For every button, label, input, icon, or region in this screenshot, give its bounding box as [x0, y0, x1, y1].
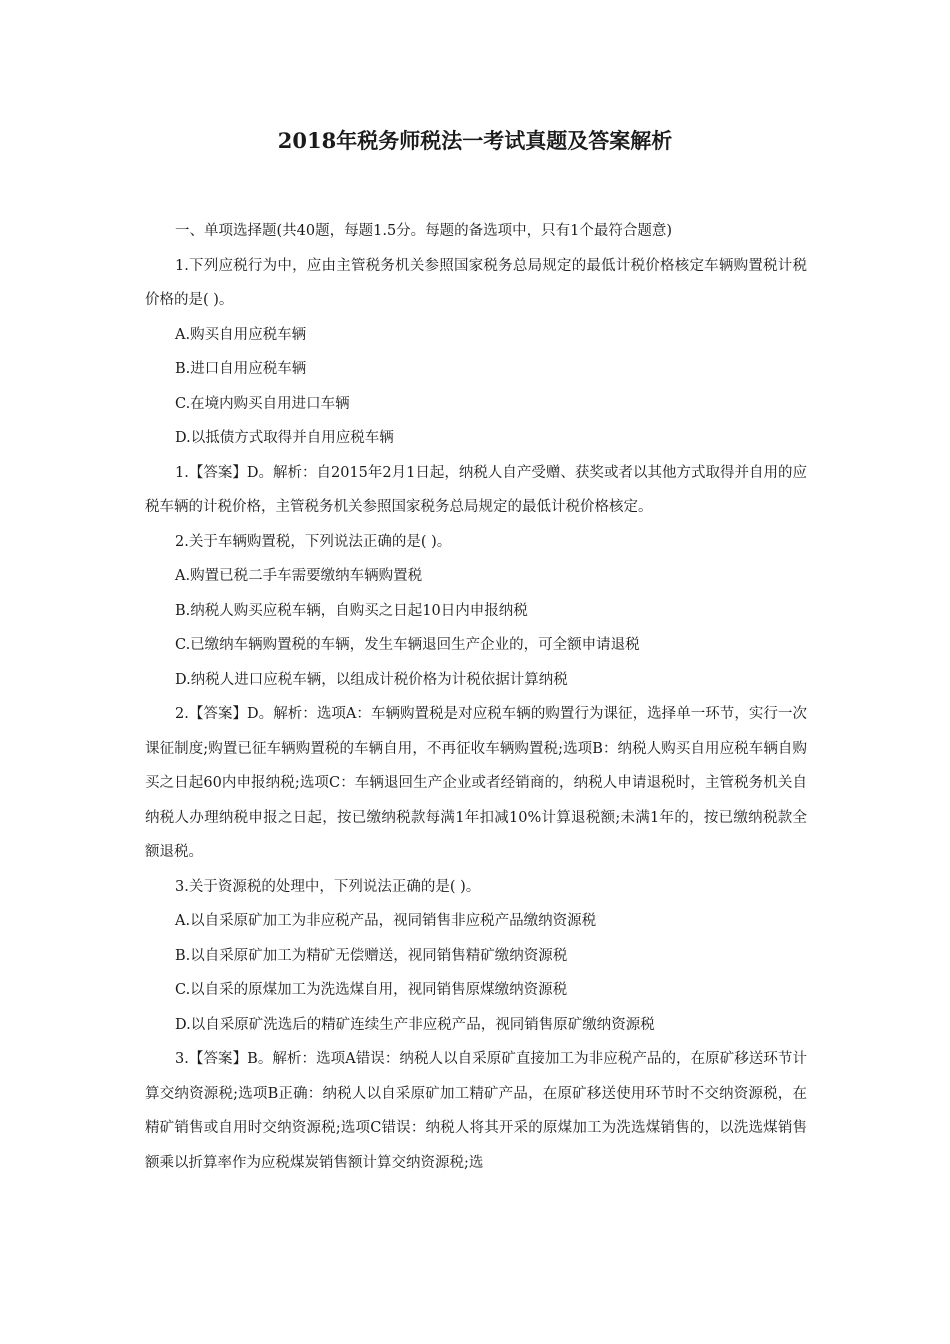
document-title: 2018年税务师税法一考试真题及答案解析 [277, 128, 673, 153]
answer-3: 3.【答案】B。解析：选项A错误：纳税人以自采原矿直接加工为非应税产品的，在原矿移送环节计算交纳资源税;选项B正确：纳税人以自采原矿加工精矿产品，在原矿移送使用环节时不交纳资源税，在精矿销售或自用时交纳资源税;选项C错误：纳税人将其开采的原煤加工为洗选煤销售的，以洗选煤销售额乘以折算率作为应税煤炭销售额计算交纳资源税;选 [145, 1051, 807, 1171]
question-2-option-b: B.纳税人购买应税车辆，自购买之日起10日内申报纳税 [175, 602, 528, 619]
question-2-option-c: C.已缴纳车辆购置税的车辆，发生车辆退回生产企业的，可全额申请退税 [175, 637, 640, 653]
question-1-option-b: B.进口自用应税车辆 [175, 361, 307, 377]
question-2-option-d: D.纳税人进口应税车辆，以组成计税价格为计税依据计算纳税 [175, 671, 568, 688]
question-1-option-d: D.以抵债方式取得并自用应税车辆 [175, 430, 394, 446]
section-heading: 一、单项选择题(共40题，每题1.5分。每题的备选项中，只有1个最符合题意) [175, 223, 673, 239]
question-3-option-a: A.以自采原矿加工为非应税产品，视同销售非应税产品缴纳资源税 [175, 913, 597, 929]
question-1-option-a: A.购买自用应税车辆 [175, 326, 307, 343]
question-3-option-d: D.以自采原矿洗选后的精矿连续生产非应税产品，视同销售原矿缴纳资源税 [175, 1016, 655, 1033]
question-3-option-b: B.以自采原矿加工为精矿无偿赠送，视同销售精矿缴纳资源税 [175, 947, 568, 964]
document-body [145, 214, 807, 1180]
answer-2: 2.【答案】D。解析：选项A：车辆购置税是对应税车辆的购置行为课征，选择单一环节，实行一次课征制度;购置已征车辆购置税的车辆自用，不再征收车辆购置税;选项B：纳税人购买自用应税车辆自购买之日起60内申报纳税;选项C：车辆退回生产企业或者经销商的，纳税人申请退税时，主管税务机关自纳税人办理纳税申报之日起，按已缴纳税款每满1年扣减10%计算退税额;未满1年的，按已缴纳税款全额退税。 [145, 706, 807, 860]
question-1-option-c: C.在境内购买自用进口车辆 [175, 395, 350, 412]
question-2-option-a: A.购置已税二手车需要缴纳车辆购置税 [175, 568, 423, 584]
answer-1: 1.【答案】D。解析：自2015年2月1日起，纳税人自产受赠、获奖或者以其他方式取得并自用的应税车辆的计税价格，主管税务机关参照国家税务总局规定的最低计税价格核定。 [145, 464, 807, 515]
question-3-option-c: C.以自采的原煤加工为洗选煤自用，视同销售原煤缴纳资源税 [175, 982, 568, 998]
question-2: 2.关于车辆购置税，下列说法正确的是( )。 [175, 533, 452, 550]
question-3: 3.关于资源税的处理中，下列说法正确的是( )。 [175, 878, 481, 895]
question-1: 1.下列应税行为中，应由主管税务机关参照国家税务总局规定的最低计税价格核定车辆购置税计税价格的是( )。 [145, 257, 807, 308]
